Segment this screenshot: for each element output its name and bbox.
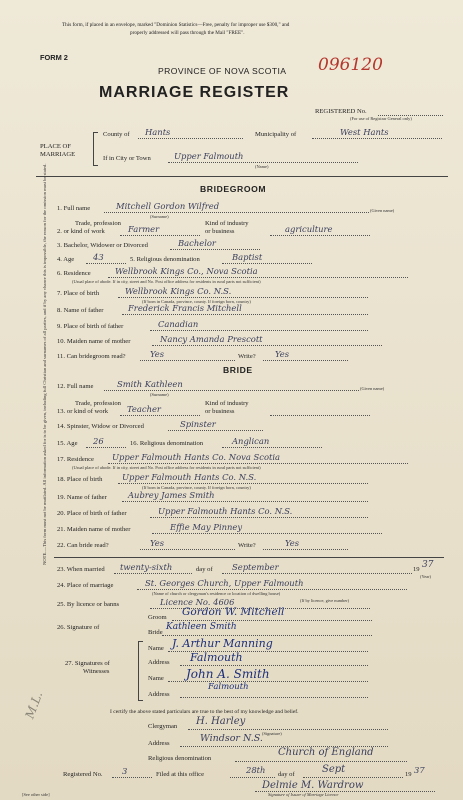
br-given-note: (Given name)	[360, 386, 385, 391]
filed-year: 37	[414, 765, 425, 775]
place-married-note: (Name of church or clergyman's residence or location of dwelling house)	[152, 591, 281, 596]
bg-religion-value: Baptist	[232, 252, 263, 262]
br-read-label: 22. Can bride read?	[57, 542, 109, 549]
when-married-year: 37	[422, 560, 434, 570]
w1-address-label: Address	[148, 659, 170, 666]
notice-line-1: This form, if placed in an envelope, marked "Dominion Statistics—Free, penalty for improper use $300," and	[62, 22, 290, 28]
bg-age-value: 43	[93, 252, 104, 262]
br-read-value: Yes	[150, 538, 165, 548]
county-line	[138, 138, 243, 139]
br-trade-label-b: 13. or kind of work	[57, 408, 109, 415]
city-label: If in City or Town	[103, 155, 151, 162]
city-line	[168, 162, 358, 163]
br-read-line	[140, 549, 235, 550]
place-label-2: MARRIAGE	[40, 151, 76, 158]
bg-read-value: Yes	[150, 349, 165, 359]
municipality-line	[312, 138, 442, 139]
when-married-dayof: day of	[196, 566, 213, 573]
when-married-day: twenty-sixth	[120, 562, 173, 572]
province-heading: PROVINCE OF NOVA SCOTIA	[158, 66, 287, 76]
bg-write-line	[263, 360, 348, 361]
bg-write-value: Yes	[275, 349, 290, 359]
br-trade-line	[120, 415, 200, 416]
bg-residence-label: 6. Residence	[57, 270, 91, 277]
w1-address-value: Falmouth	[190, 651, 243, 664]
filed-day: 28th	[246, 765, 266, 775]
bg-trade-label-b: 2. or kind of work	[57, 228, 105, 235]
bg-status-label: 3. Bachelor, Widower or Divorced	[57, 242, 148, 249]
br-father-birth-value: Upper Falmouth Hants Co. N.S.	[158, 506, 293, 516]
registered-no-footer-value: 3	[122, 766, 128, 776]
signature-of-label: 26. Signature of	[57, 624, 100, 631]
filed-label: Filed at this office	[156, 771, 205, 778]
br-religion-line	[222, 447, 322, 448]
bg-age-label: 4. Age	[57, 256, 75, 263]
br-birthplace-line	[118, 483, 368, 484]
licence-label: 25. By licence or banns	[57, 601, 120, 608]
br-status-value: Spinster	[180, 419, 216, 429]
br-mother-value: Effie May Pinney	[170, 522, 243, 532]
bg-residence-value: Wellbrook Kings Co., Nova Scotia	[115, 266, 258, 276]
clergyman-address-label: Address	[148, 740, 170, 747]
when-married-year-prefix: 19	[413, 566, 420, 573]
licence-note: (If by licence, give number)	[300, 598, 350, 603]
w1-name-label: Name	[148, 645, 164, 652]
margin-note: NOTE.—This form must not be mutilated. All information asked for is to be given, including full Christian and surnames of all parties, and if by any chance this is impossible, the reason for the omission must be stated.	[42, 163, 47, 565]
bg-father-birth-value: Canadian	[158, 319, 199, 329]
br-father-birth-label: 20. Place of birth of father	[57, 510, 127, 517]
bg-fullname-line	[104, 212, 369, 213]
licence-value: Licence No. 4606	[160, 597, 235, 607]
br-status-line	[168, 430, 263, 431]
w2-address-line	[180, 697, 368, 698]
bg-industry-value: agriculture	[285, 224, 333, 234]
br-birthplace-label: 18. Place of birth	[57, 476, 103, 483]
bg-religion-line	[222, 263, 312, 264]
form-label: FORM 2	[40, 53, 68, 62]
w1-name-value: J. Arthur Manning	[172, 637, 273, 650]
bg-status-line	[170, 249, 260, 250]
groom-label: Groom	[148, 614, 167, 621]
bg-birthplace-note: (If born in Canada, province, county. If foreign born, country)	[142, 299, 251, 304]
br-residence-note: (Usual place of abode. If in city, street and No. Post office address for residents in rural parts not sufficient)	[72, 465, 261, 470]
w2-name-value: John A. Smith	[186, 667, 270, 681]
clergy-denomination-label: Religious denomination	[148, 755, 212, 762]
br-mother-label: 21. Maiden name of mother	[57, 526, 131, 533]
br-status-label: 14. Spinster, Widow or Divorced	[57, 423, 144, 430]
bg-industry-label-b: or business	[205, 228, 235, 235]
municipality-label: Municipality of	[255, 131, 297, 138]
issuer-signature: Delmie M. Wardrow	[262, 780, 364, 791]
br-fullname-line	[104, 390, 359, 391]
bg-read-label: 11. Can bridegroom read?	[57, 353, 126, 360]
bridegroom-heading: BRIDEGROOM	[200, 184, 267, 194]
bride-heading: BRIDE	[223, 365, 253, 375]
divider-ceremony	[54, 557, 444, 558]
clergy-denomination-value: Church of England	[278, 747, 374, 758]
filed-year-prefix: 19	[405, 771, 412, 778]
br-write-label: Write?	[238, 542, 256, 549]
bg-birthplace-line	[118, 297, 368, 298]
registered-no-footer-line	[112, 777, 152, 778]
br-fullname-value: Smith Kathleen	[117, 379, 183, 389]
w1-address-line	[180, 665, 368, 666]
city-name-note: (Name)	[255, 164, 269, 169]
br-residence-line	[108, 463, 408, 464]
bg-surname-note: (Surname)	[150, 214, 169, 219]
notice-line-2: properly addressed will pass through the Mail "FREE".	[130, 30, 245, 36]
bg-age-line	[86, 263, 126, 264]
filed-dayof: day of	[278, 771, 295, 778]
w2-address-value: Falmouth	[208, 682, 249, 692]
br-surname-note: (Surname)	[150, 392, 169, 397]
groom-line	[172, 620, 372, 621]
br-father-value: Aubrey James Smith	[128, 490, 215, 500]
bride-signature: Kathleen Smith	[166, 622, 237, 632]
br-trade-value: Teacher	[127, 404, 161, 414]
filed-month: Sept	[322, 764, 346, 775]
bg-industry-label-a: Kind of industry	[205, 220, 249, 227]
bg-fullname-value: Mitchell Gordon Wilfred	[116, 201, 220, 211]
witnesses-label-b: Witnesses	[83, 668, 110, 675]
w2-address-label: Address	[148, 691, 170, 698]
place-label-1: PLACE OF	[40, 143, 71, 150]
br-industry-line	[270, 415, 370, 416]
bride-line	[162, 635, 372, 636]
bg-religion-label: 5. Religious denomination	[130, 256, 200, 263]
bg-residence-note: (Usual place of abode. If in city, street and No. Post office address for residents in rural parts not sufficient)	[72, 279, 261, 284]
size-note: [See other side]	[22, 792, 50, 797]
filed-month-line	[303, 777, 403, 778]
w2-name-line	[168, 681, 368, 682]
br-religion-label: 16. Religious denomination	[130, 440, 204, 447]
br-birthplace-value: Upper Falmouth Hants Co. N.S.	[122, 472, 257, 482]
bg-mother-label: 10. Maiden name of mother	[57, 338, 131, 345]
bg-trade-value: Farmer	[128, 224, 160, 234]
br-age-value: 26	[93, 436, 104, 446]
when-married-day-line	[114, 573, 192, 574]
br-father-line	[122, 501, 368, 502]
br-industry-label-a: Kind of industry	[205, 400, 249, 407]
br-write-value: Yes	[285, 538, 300, 548]
br-father-label: 19. Name of father	[57, 494, 107, 501]
bg-father-label: 8. Name of father	[57, 307, 104, 314]
bg-status-value: Bachelor	[178, 238, 216, 248]
br-age-label: 15. Age	[57, 440, 78, 447]
place-brace	[93, 132, 98, 166]
when-married-month: September	[232, 562, 279, 572]
clergyman-signature-note: (Signature)	[262, 731, 282, 736]
registered-no-note: (For use of Registrar General only)	[350, 116, 412, 121]
br-residence-value: Upper Falmouth Hants Co. Nova Scotia	[112, 452, 281, 462]
registered-no-label: REGISTERED No.	[315, 108, 367, 115]
issuer-note: Signature of Issuer of Marriage Licence	[268, 792, 339, 797]
br-residence-label: 17. Residence	[57, 456, 94, 463]
br-industry-label-b: or business	[205, 408, 235, 415]
bg-father-birth-line	[150, 330, 368, 331]
clergyman-signature: H. Harley	[196, 716, 246, 727]
bg-father-value: Frederick Francis Mitchell	[128, 303, 242, 313]
witnesses-brace	[138, 641, 143, 701]
bg-given-note: (Given name)	[370, 208, 395, 213]
bride-label: Bride	[148, 629, 163, 636]
br-write-line	[263, 549, 348, 550]
registered-no-footer-label: Registered No.	[63, 771, 103, 778]
br-birthplace-note: (If born in Canada, province, county. If foreign born, country)	[142, 485, 251, 490]
place-married-label: 24. Place of marriage	[57, 582, 114, 589]
bg-father-line	[122, 314, 368, 315]
bg-trade-line	[120, 235, 200, 236]
municipality-value: West Hants	[340, 127, 389, 137]
place-married-value: St. Georges Church, Upper Falmouth	[145, 578, 304, 588]
br-father-birth-line	[150, 517, 368, 518]
when-married-label: 23. When married	[57, 566, 105, 573]
w2-name-label: Name	[148, 675, 164, 682]
clergyman-line	[188, 729, 388, 730]
br-religion-value: Anglican	[232, 436, 270, 446]
bg-residence-line	[108, 277, 408, 278]
county-value: Hants	[145, 127, 171, 137]
br-mother-line	[152, 533, 382, 534]
place-married-line	[137, 589, 407, 590]
bg-trade-label-a: Trade, profession	[75, 220, 121, 227]
when-married-month-line	[222, 573, 412, 574]
divider-top	[36, 176, 448, 177]
clergy-denomination-line	[235, 761, 407, 762]
clergyman-label: Clergyman	[148, 723, 178, 730]
clergyman-address-value: Windsor N.S.	[200, 733, 263, 744]
bg-write-label: Write?	[238, 353, 256, 360]
bg-fullname-label: 1. Full name	[57, 205, 91, 212]
br-fullname-label: 12. Full name	[57, 383, 94, 390]
bg-birthplace-label: 7. Place of birth	[57, 290, 100, 297]
witnesses-label-a: 27. Signatures of	[65, 660, 110, 667]
margin-initials: M.L.	[22, 689, 46, 721]
bg-birthplace-value: Wellbrook Kings Co. N.S.	[125, 286, 232, 296]
groom-signature: Gordon W. Mitchell	[182, 606, 285, 618]
br-age-line	[86, 447, 126, 448]
when-married-year-note: (Year)	[420, 574, 432, 579]
page-title: MARRIAGE REGISTER	[99, 84, 290, 101]
bg-father-birth-label: 9. Place of birth of father	[57, 323, 124, 330]
filed-day-line	[230, 777, 275, 778]
bg-read-line	[140, 360, 235, 361]
certify-statement: I certify the above stated particulars are true to the best of my knowledge and belief.	[110, 709, 299, 715]
bg-mother-value: Nancy Amanda Prescott	[160, 334, 263, 344]
bg-mother-line	[152, 345, 382, 346]
register-number-stamp: 096120	[318, 55, 383, 75]
br-trade-label-a: Trade, profession	[75, 400, 121, 407]
county-label: County of	[103, 131, 130, 138]
city-value: Upper Falmouth	[174, 151, 244, 161]
bg-industry-line	[270, 235, 370, 236]
